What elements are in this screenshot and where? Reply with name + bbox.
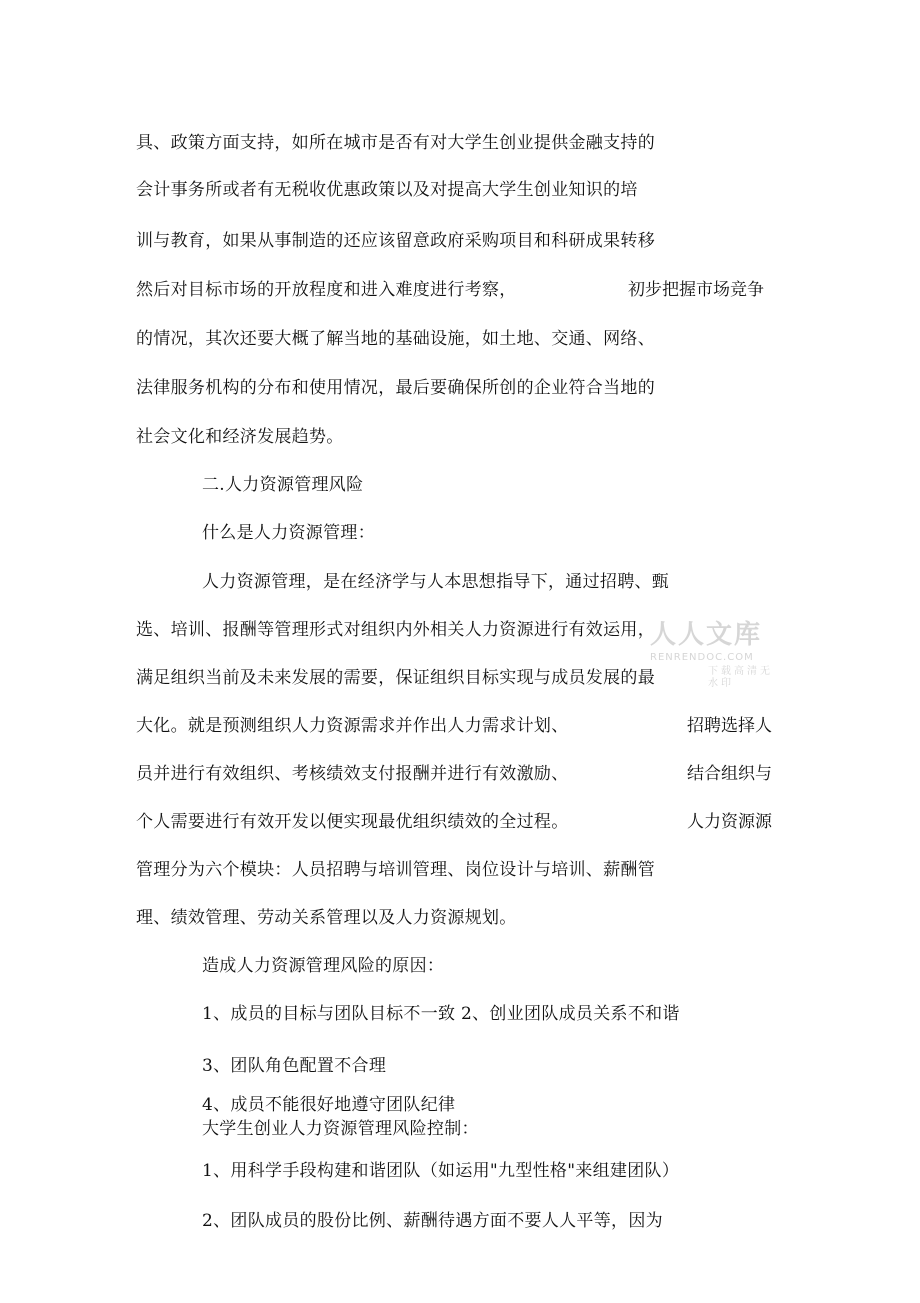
text-line-right-fragment: 招聘选择人: [687, 716, 772, 736]
watermark-url: RENRENDOC.COM: [650, 652, 754, 663]
text-line: 选、培训、报酬等管理形式对组织内外相关人力资源进行有效运用，: [136, 620, 655, 640]
list-item: 1、成员的目标与团队目标不一致 2、创业团队成员关系不和谐: [202, 1004, 680, 1024]
list-item: 3、团队角色配置不合理: [202, 1056, 387, 1076]
list-item: 1、用科学手段构建和谐团队（如运用"九型性格"来组建团队）: [202, 1161, 680, 1181]
text-line: 会计事务所或者有无税收优惠政策以及对提高大学生创业知识的培: [136, 180, 638, 200]
text-line: 人力资源管理，是在经济学与人本思想指导下，通过招聘、甄: [202, 572, 670, 592]
subheading: 造成人力资源管理风险的原因：: [202, 956, 445, 976]
text-line: 社会文化和经济发展趋势。: [136, 427, 344, 447]
subheading: 什么是人力资源管理：: [202, 523, 375, 543]
list-item: 4、成员不能很好地遵守团队纪律: [202, 1095, 456, 1115]
text-line-right-fragment: 结合组织与: [687, 764, 772, 784]
text-line: 管理分为六个模块：人员招聘与培训管理、岗位设计与培训、薪酬管: [136, 860, 655, 880]
watermark-logo: [640, 620, 780, 689]
list-item: 2、团队成员的股份比例、薪酬待遇方面不要人人平等，因为: [202, 1211, 663, 1231]
text-line: 满足组织当前及未来发展的需要，保证组织目标实现与成员发展的最: [136, 668, 655, 688]
section-heading: 二.人力资源管理风险: [202, 475, 364, 495]
text-line: 训与教育，如果从事制造的还应该留意政府采购项目和科研成果转移: [136, 231, 655, 251]
text-line: 理、绩效管理、劳动关系管理以及人力资源规划。: [136, 908, 517, 928]
text-line-right-fragment: 人力资源源: [687, 812, 772, 832]
text-line: 然后对目标市场的开放程度和进入难度进行考察，: [136, 280, 517, 300]
text-line-right-fragment: 初步把握市场竞争: [628, 280, 764, 300]
text-line: 具、政策方面支持，如所在城市是否有对大学生创业提供金融支持的: [136, 133, 655, 153]
text-line: 大化。就是预测组织人力资源需求并作出人力需求计划、: [136, 716, 569, 736]
text-line: 法律服务机构的分布和使用情况，最后要确保所创的企业符合当地的: [136, 378, 655, 398]
text-line: 的情况，其次还要大概了解当地的基础设施，如土地、交通、网络、: [136, 329, 655, 349]
watermark-subtitle: 下载高清无水印: [708, 666, 773, 689]
watermark-title: 人人文库: [650, 620, 763, 650]
subheading: 大学生创业人力资源管理风险控制：: [202, 1119, 479, 1139]
text-line: 个人需要进行有效开发以便实现最优组织绩效的全过程。: [136, 812, 569, 832]
text-line: 员并进行有效组织、考核绩效支付报酬并进行有效激励、: [136, 764, 569, 784]
